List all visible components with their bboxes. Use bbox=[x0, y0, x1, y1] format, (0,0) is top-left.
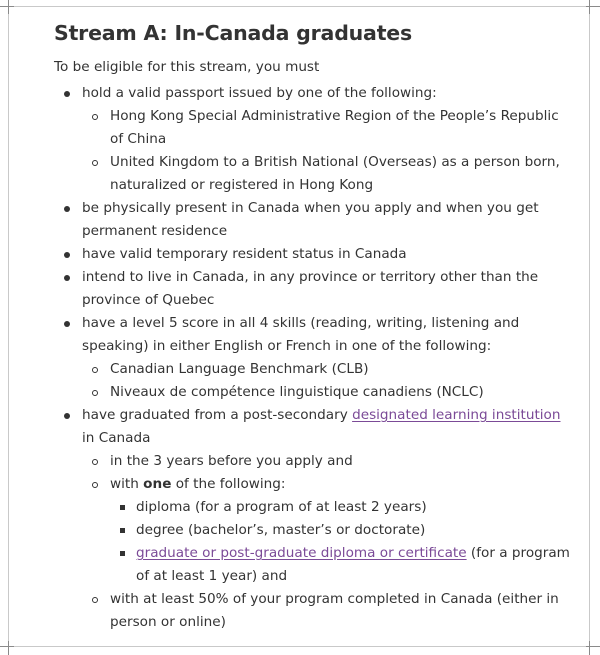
language-test-option bbox=[82, 381, 574, 404]
condition-emphasis: one bbox=[143, 476, 172, 492]
eligibility-section bbox=[54, 18, 574, 634]
corner-tick bbox=[0, 6, 14, 7]
requirement-language bbox=[54, 312, 574, 404]
condition-text: in the 3 years before you apply and bbox=[110, 453, 353, 469]
credential-text: degree (bachelor’s, master’s or doctorate) bbox=[136, 522, 426, 538]
bullet-disc bbox=[64, 252, 70, 258]
requirement-text: intend to live in Canada, in any province or territory other than the province of Quebec bbox=[82, 269, 539, 308]
bullet-square bbox=[120, 505, 125, 510]
bullet-disc bbox=[64, 275, 70, 281]
corner-tick bbox=[8, 0, 9, 14]
credential-diploma bbox=[110, 496, 574, 519]
passport-option-text: Hong Kong Special Administrative Region of the People’s Republic of China bbox=[110, 108, 559, 147]
graduated-text-prefix: have graduated from a post-secondary bbox=[82, 407, 353, 423]
bullet-circle bbox=[92, 367, 98, 373]
passport-option bbox=[82, 151, 574, 197]
graduated-condition-years bbox=[82, 450, 574, 473]
condition-text-prefix: with bbox=[110, 476, 144, 492]
graduated-text-suffix: in Canada bbox=[82, 430, 151, 446]
language-test-text: Canadian Language Benchmark (CLB) bbox=[110, 361, 369, 377]
condition-text-suffix: of the following: bbox=[171, 476, 286, 492]
page-title: Stream A: In-Canada graduates bbox=[54, 21, 412, 45]
bullet-circle bbox=[92, 390, 98, 396]
language-test-text: Niveaux de compétence linguistique canadiens (NCLC) bbox=[110, 384, 484, 400]
requirement-intend-to-live bbox=[54, 266, 574, 312]
bullet-disc bbox=[64, 91, 70, 97]
corner-tick bbox=[0, 646, 14, 647]
credential-text: diploma (for a program of at least 2 years) bbox=[136, 499, 427, 515]
requirement-temporary-status bbox=[54, 243, 574, 266]
requirement-text: be physically present in Canada when you apply and when you get permanent residence bbox=[82, 200, 539, 239]
bullet-circle bbox=[92, 482, 98, 488]
credential-certificate bbox=[110, 542, 574, 588]
requirement-text: have valid temporary resident status in Canada bbox=[82, 246, 407, 262]
designated-learning-institution-link[interactable]: designated learning institution bbox=[352, 407, 561, 423]
passport-sublist bbox=[82, 105, 574, 197]
bullet-circle bbox=[92, 114, 98, 120]
credential-sublist bbox=[110, 496, 574, 588]
corner-tick bbox=[589, 0, 590, 14]
requirement-graduated bbox=[54, 404, 574, 634]
language-test-option bbox=[82, 358, 574, 381]
bullet-disc bbox=[64, 413, 70, 419]
credential-text-suffix: (for a program of at least 1 year) and bbox=[136, 545, 570, 584]
language-test-sublist bbox=[82, 358, 574, 404]
passport-option bbox=[82, 105, 574, 151]
bullet-square bbox=[120, 528, 125, 533]
bullet-square bbox=[120, 551, 125, 556]
requirement-text: have a level 5 score in all 4 skills (reading, writing, listening and speaking) in either English or French in one of the following: bbox=[82, 315, 520, 354]
requirement-physically-present bbox=[54, 197, 574, 243]
graduate-diploma-certificate-link[interactable]: graduate or post-graduate diploma or certificate bbox=[136, 545, 467, 561]
requirement-text: hold a valid passport issued by one of the following: bbox=[82, 85, 437, 101]
requirement-passport bbox=[54, 82, 574, 197]
corner-tick bbox=[589, 641, 590, 655]
condition-text: with at least 50% of your program completed in Canada (either in person or online) bbox=[110, 591, 559, 630]
bullet-disc bbox=[64, 321, 70, 327]
bullet-circle bbox=[92, 459, 98, 465]
bullet-disc bbox=[64, 206, 70, 212]
intro-text: To be eligible for this stream, you must bbox=[54, 59, 320, 75]
bullet-circle bbox=[92, 597, 98, 603]
credential-degree bbox=[110, 519, 574, 542]
bullet-circle bbox=[92, 160, 98, 166]
graduated-condition-completed-in-canada bbox=[82, 588, 574, 634]
passport-option-text: United Kingdom to a British National (Overseas) as a person born, naturalized or registered in Hong Kong bbox=[110, 154, 560, 193]
requirements-list bbox=[54, 82, 574, 634]
graduated-sublist bbox=[82, 450, 574, 634]
graduated-condition-credential bbox=[82, 473, 574, 588]
corner-tick bbox=[8, 641, 9, 655]
